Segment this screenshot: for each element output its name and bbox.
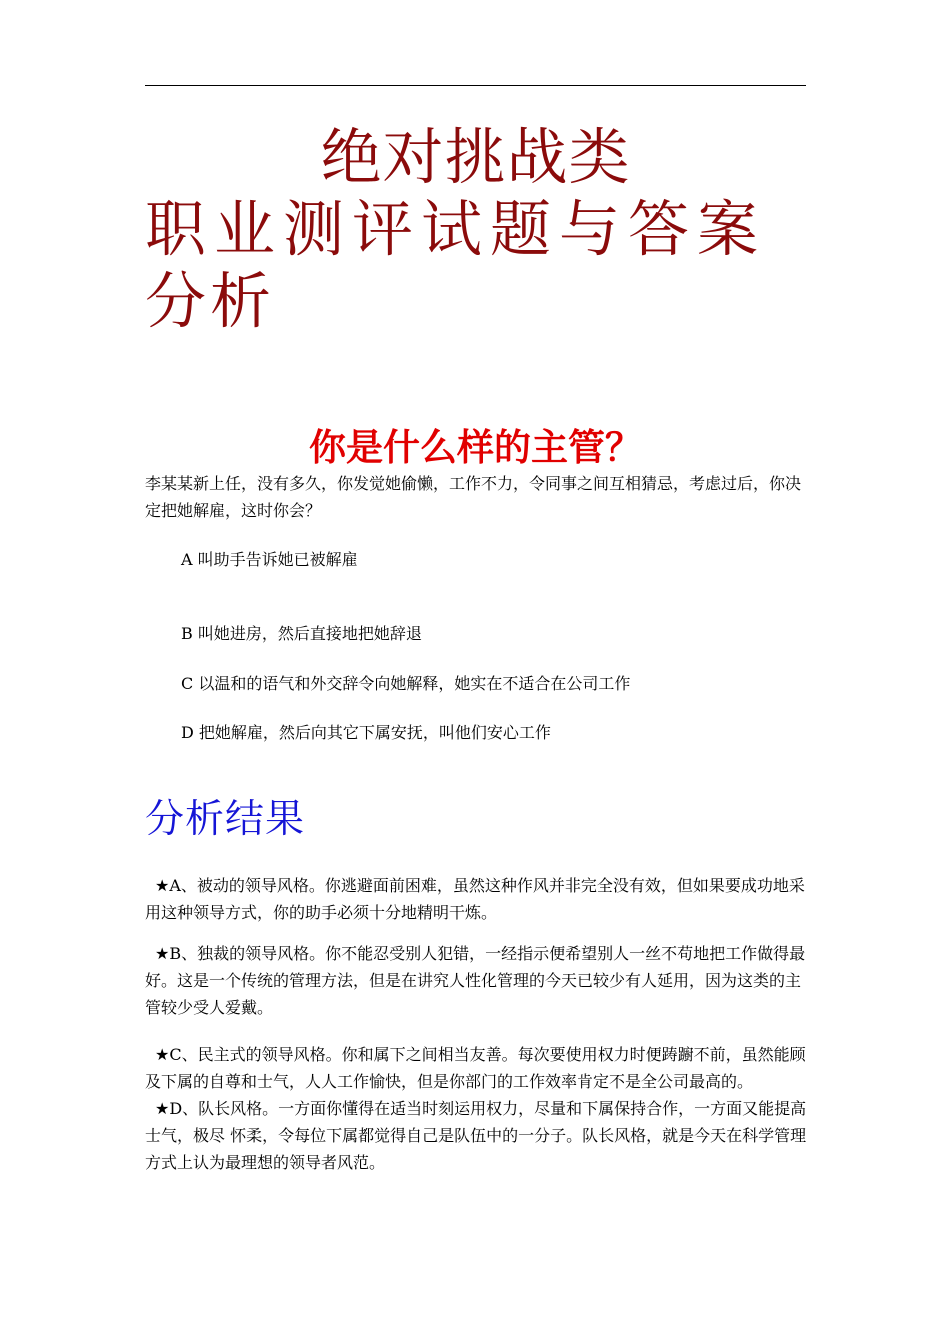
result-b-text: ★B、独裁的领导风格。你不能忍受别人犯错，一经指示便希望别人一丝不苟地把工作做得最好。这是一个传统的管理方法，但是在讲究人性化管理的今天已较少有人延用，因为这类的主管较少受人爱戴。	[145, 944, 806, 1017]
title-line-2: 职业测评试题与答案	[145, 194, 767, 265]
result-d	[145, 1095, 810, 1176]
option-b: B 叫她进房，然后直接地把她辞退	[181, 624, 422, 643]
title-line-3: 分析	[145, 266, 276, 337]
question-text: 李某某新上任，没有多久，你发觉她偷懒，工作不力，令同事之间互相猜忌，考虑过后，你决定把她解雇，这时你会？	[145, 474, 802, 520]
result-b	[145, 940, 810, 1021]
result-d-text: ★D、队长风格。一方面你懂得在适当时刻运用权力，尽量和下属保持合作，一方面又能提高士气，极尽 怀柔，令每位下属都觉得自己是队伍中的一分子。队长风格，就是今天在科学管理方式上认为最理想的领导者风范。	[145, 1099, 807, 1172]
result-a-text: ★A、被动的领导风格。你逃避面前困难，虽然这种作风并非完全没有效，但如果要成功地采用这种领导方式，你的助手必须十分地精明干炼。	[145, 876, 805, 922]
option-c: C 以温和的语气和外交辞令向她解释，她实在不适合在公司工作	[181, 674, 631, 693]
header-rule	[145, 85, 806, 86]
section-heading: 你是什么样的主管？	[309, 426, 642, 469]
result-c	[145, 1041, 810, 1095]
result-c-text: ★C、民主式的领导风格。你和属下之间相当友善。每次要使用权力时便踌躕不前，虽然能顾及下属的自尊和士气，人人工作愉快，但是你部门的工作效率肯定不是全公司最高的。	[145, 1045, 806, 1091]
option-a: A 叫助手告诉她已被解雇	[181, 550, 358, 569]
option-d: D 把她解雇，然后向其它下属安抚，叫他们安心工作	[181, 723, 551, 742]
result-a	[145, 872, 810, 926]
title-line-1: 绝对挑战类	[320, 122, 631, 193]
analysis-heading: 分析结果	[145, 797, 306, 842]
document-title	[145, 122, 806, 338]
